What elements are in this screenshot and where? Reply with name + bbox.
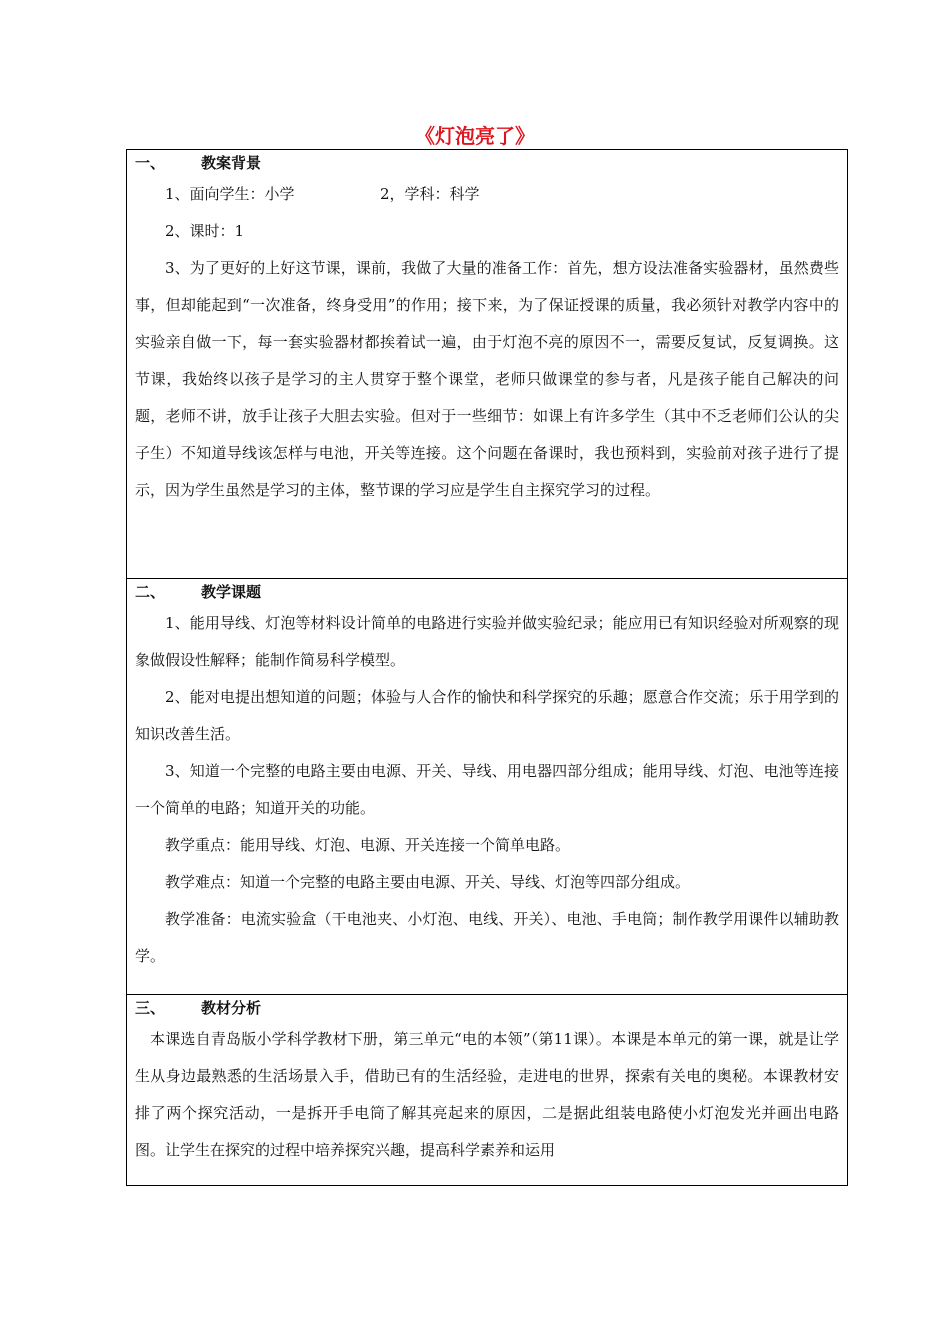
- difficult-point: 教学难点：知道一个完整的电路主要由电源、开关、导线、灯泡等四部分组成。: [165, 873, 691, 891]
- analysis-paragraph: 本课选自青岛版小学科学教材下册，第三单元“电的本领”（第11课）。本课是本单元的第一课，就是让学生从身边最熟悉的生活场景入手，借助已有的生活经验，走进电的世界，探索有关电的奥秘。本课教材安排了两个探究活动，一是拆开手电筒了解其亮起来的原因，二是据此组装电路使小灯泡发光并画出电路图。让学生在探究的过程中培养探究兴趣，提高科学素养和运用: [135, 1030, 839, 1159]
- section-background-cell: [127, 150, 848, 579]
- section-number: 二、: [135, 583, 166, 601]
- section-heading: 教案背景: [201, 154, 262, 172]
- section-header: [135, 150, 839, 176]
- objective-3: 3、知道一个完整的电路主要由电源、开关、导线、用电器四部分组成；能用导线、灯泡、电池等连接一个简单的电路；知道开关的功能。: [135, 762, 839, 817]
- section-number: 三、: [135, 999, 166, 1017]
- prep-paragraph: 3、为了更好的上好这节课，课前，我做了大量的准备工作：首先，想方设法准备实验器材，虽然费些事，但却能起到“一次准备，终身受用”的作用；接下来，为了保证授课的质量，我必须针对教学内容中的实验亲自做一下，每一套实验器材都挨着试一遍，由于灯泡不亮的原因不一，需要反复试，反复调换。这节课，我始终以孩子是学习的主人贯穿于整个课堂，老师只做课堂的参与者，凡是孩子能自己解决的问题，老师不讲，放手让孩子大胆去实验。但对于一些细节：如课上有许多学生（其中不乏老师们公认的尖子生）不知道导线该怎样与电池，开关等连接。这个问题在备课时，我也预料到，实验前对孩子进行了提示，因为学生虽然是学习的主体，整节课的学习应是学生自主探究学习的过程。: [135, 259, 839, 499]
- section-header: [135, 995, 839, 1021]
- audience-text: 1、面向学生：小学: [165, 185, 295, 203]
- document-title: 《灯泡亮了》: [415, 124, 535, 148]
- section-number: 一、: [135, 154, 166, 172]
- preparation: 教学准备：电流实验盒（干电池夹、小灯泡、电线、开关）、电池、手电筒；制作教学用课件以辅助教学。: [135, 910, 839, 965]
- section-analysis-cell: [127, 995, 848, 1186]
- subject-text: 2，学科：科学: [380, 185, 480, 203]
- objective-2: 2、能对电提出想知道的问题；体验与人合作的愉快和科学探究的乐趣；愿意合作交流；乐于用学到的知识改善生活。: [135, 688, 839, 743]
- section-analysis: [127, 995, 848, 1186]
- key-point: 教学重点：能用导线、灯泡、电源、开关连接一个简单电路。: [165, 836, 571, 854]
- section-heading: 教材分析: [201, 999, 262, 1017]
- section-heading: 教学课题: [201, 583, 262, 601]
- info-line: [135, 176, 839, 213]
- section-topic-cell: [127, 579, 848, 995]
- objective-1: 1、能用导线、灯泡等材料设计简单的电路进行实验并做实验纪录；能应用已有知识经验对所观察的现象做假设性解释；能制作简易科学模型。: [135, 614, 839, 669]
- section-topic: [127, 579, 848, 995]
- hours-text: 2、课时：1: [165, 222, 245, 240]
- section-header: [135, 579, 839, 605]
- section-background: [127, 150, 848, 579]
- lesson-plan-table: [126, 149, 848, 1186]
